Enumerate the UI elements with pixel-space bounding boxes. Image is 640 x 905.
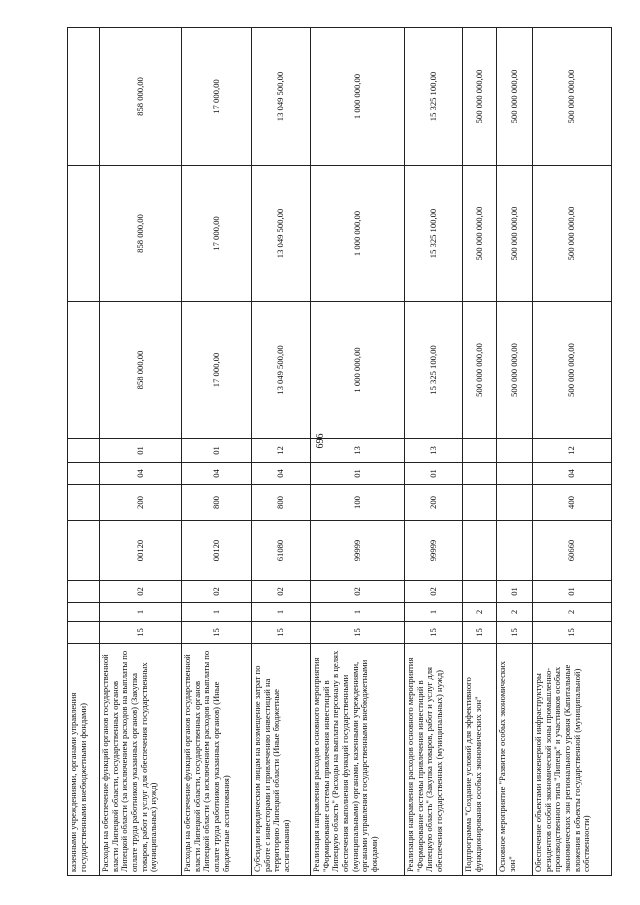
code-expense-type: 800	[182, 485, 252, 521]
page-number: 696	[315, 433, 326, 449]
code-section	[497, 463, 533, 485]
amount-2: 1 000 000,00	[311, 166, 405, 302]
code-program: 15	[252, 622, 311, 644]
code-expense-type: 200	[100, 485, 182, 521]
amount-3: 13 049 500,00	[252, 28, 311, 166]
amount-2: 15 325 100,00	[405, 166, 463, 302]
code-section	[68, 463, 100, 485]
amount-3: 858 000,00	[100, 28, 182, 166]
code-direction: 60660	[533, 521, 612, 581]
code-expense-type: 800	[252, 485, 311, 521]
amount-2: 500 000 000,00	[497, 166, 533, 302]
code-program: 15	[182, 622, 252, 644]
row-name: Расходы на обеспечение функций органов государственной власти Липецкой области, государственных органов Липецкой области (за исключением расходов на выплаты по оплате труда работников указанных органов) (Закупка товаров, работ и услуг для обеспечения государственных (муниципальных) нужд)	[100, 644, 182, 876]
code-direction	[68, 521, 100, 581]
code-subprogram	[68, 603, 100, 622]
amount-1	[68, 302, 100, 439]
code-direction: 99999	[405, 521, 463, 581]
code-subsection: 01	[182, 439, 252, 463]
amount-1: 15 325 100,00	[405, 302, 463, 439]
code-subsection: 13	[405, 439, 463, 463]
code-main-activity: 02	[100, 581, 182, 603]
code-section: 04	[182, 463, 252, 485]
row-name: Расходы на обеспечение функций органов государственной власти Липецкой области, государственных органов Липецкой области (за исключением расходов на выплаты по оплате труда работников указанных органов) (Иные бюджетные ассигнования)	[182, 644, 252, 876]
code-subprogram: 1	[252, 603, 311, 622]
row-name: казенными учреждениями, органами управления государственными внебюджетными фондами)	[68, 644, 100, 876]
code-subsection: 12	[252, 439, 311, 463]
code-section: 04	[533, 463, 612, 485]
code-direction: 00120	[100, 521, 182, 581]
code-program: 15	[100, 622, 182, 644]
rotated-page	[67, 28, 592, 876]
code-expense-type: 400	[533, 485, 612, 521]
code-subsection: 12	[533, 439, 612, 463]
table-row	[533, 28, 612, 876]
row-name: Субсидии юридическим лицам на возмещение затрат по работе с инвесторами и привлечению инвестиций на территорию Липецкой области (Иные бюджетные ассигнования)	[252, 644, 311, 876]
code-subprogram: 2	[463, 603, 497, 622]
code-main-activity: 01	[533, 581, 612, 603]
table-row	[405, 28, 463, 876]
amount-1: 500 000 000,00	[463, 302, 497, 439]
row-name: Реализация направления расходов основного мероприятия "Формирование системы привлечения инвестиций в Липецкую область" (Закупка товаров, работ и услуг для обеспечения государственных (муниципальных) нужд)	[405, 644, 463, 876]
amount-3: 15 325 100,00	[405, 28, 463, 166]
table-row	[497, 28, 533, 876]
code-subsection	[497, 439, 533, 463]
code-program: 15	[497, 622, 533, 644]
code-subprogram: 1	[405, 603, 463, 622]
amount-3	[68, 28, 100, 166]
code-subprogram: 1	[182, 603, 252, 622]
amount-1: 13 049 500,00	[252, 302, 311, 439]
amount-1: 858 000,00	[100, 302, 182, 439]
row-name: Обеспечение объектами инженерной инфраструктуры резидентов особой экономической зоны промышленно-производственного типа "Липецк" и участников особых экономических зон регионального уровня (Капитальные вложения в объекты государственной (муниципальной) собственности)	[533, 644, 612, 876]
budget-table	[67, 27, 612, 876]
code-main-activity: 02	[311, 581, 405, 603]
table-row	[252, 28, 311, 876]
amount-3: 500 000 000,00	[497, 28, 533, 166]
code-main-activity: 02	[405, 581, 463, 603]
code-direction: 61080	[252, 521, 311, 581]
code-subsection: 13	[311, 439, 405, 463]
code-subsection: 01	[100, 439, 182, 463]
row-name: Основное мероприятие "Развитие особых экономических зон"	[497, 644, 533, 876]
amount-1: 500 000 000,00	[497, 302, 533, 439]
code-expense-type	[68, 485, 100, 521]
code-subprogram: 1	[100, 603, 182, 622]
code-main-activity	[68, 581, 100, 603]
code-program: 15	[405, 622, 463, 644]
amount-1: 1 000 000,00	[311, 302, 405, 439]
amount-2: 17 000,00	[182, 166, 252, 302]
amount-2: 13 049 500,00	[252, 166, 311, 302]
code-subprogram: 2	[533, 603, 612, 622]
amount-2	[68, 166, 100, 302]
code-section	[463, 463, 497, 485]
row-name: Реализация направления расходов основного мероприятия "Формирование системы привлечения инвестиций в Липецкую область" (Расходы на выплаты персоналу в целях обеспечения выполнения функций государственными (муниципальными) органами, казенными учреждениями, органами управления государственными внебюджетными фондами)	[311, 644, 405, 876]
code-direction: 99999	[311, 521, 405, 581]
row-name: Подпрограмма "Создание условий для эффективного функционирования особых экономических зон"	[463, 644, 497, 876]
code-section: 01	[405, 463, 463, 485]
code-program: 15	[311, 622, 405, 644]
amount-2: 858 000,00	[100, 166, 182, 302]
code-program: 15	[533, 622, 612, 644]
amount-1: 17 000,00	[182, 302, 252, 439]
table-row	[182, 28, 252, 876]
code-main-activity	[463, 581, 497, 603]
code-direction	[497, 521, 533, 581]
amount-3: 500 000 000,00	[533, 28, 612, 166]
code-subprogram: 1	[311, 603, 405, 622]
code-section: 04	[100, 463, 182, 485]
rotated-table-container	[67, 28, 592, 876]
amount-3: 500 000 000,00	[463, 28, 497, 166]
code-subsection	[68, 439, 100, 463]
code-main-activity: 02	[182, 581, 252, 603]
amount-3: 17 000,00	[182, 28, 252, 166]
amount-3: 1 000 000,00	[311, 28, 405, 166]
code-direction: 00120	[182, 521, 252, 581]
code-direction	[463, 521, 497, 581]
code-program	[68, 622, 100, 644]
code-subsection	[463, 439, 497, 463]
amount-1: 500 000 000,00	[533, 302, 612, 439]
table-row	[68, 28, 100, 876]
code-expense-type: 200	[405, 485, 463, 521]
code-section: 04	[252, 463, 311, 485]
code-section: 01	[311, 463, 405, 485]
code-expense-type	[497, 485, 533, 521]
table-row	[100, 28, 182, 876]
code-expense-type: 100	[311, 485, 405, 521]
amount-2: 500 000 000,00	[463, 166, 497, 302]
code-program: 15	[463, 622, 497, 644]
table-row	[311, 28, 405, 876]
code-main-activity: 01	[497, 581, 533, 603]
code-subprogram: 2	[497, 603, 533, 622]
amount-2: 500 000 000,00	[533, 166, 612, 302]
code-main-activity: 02	[252, 581, 311, 603]
table-row	[463, 28, 497, 876]
code-expense-type	[463, 485, 497, 521]
